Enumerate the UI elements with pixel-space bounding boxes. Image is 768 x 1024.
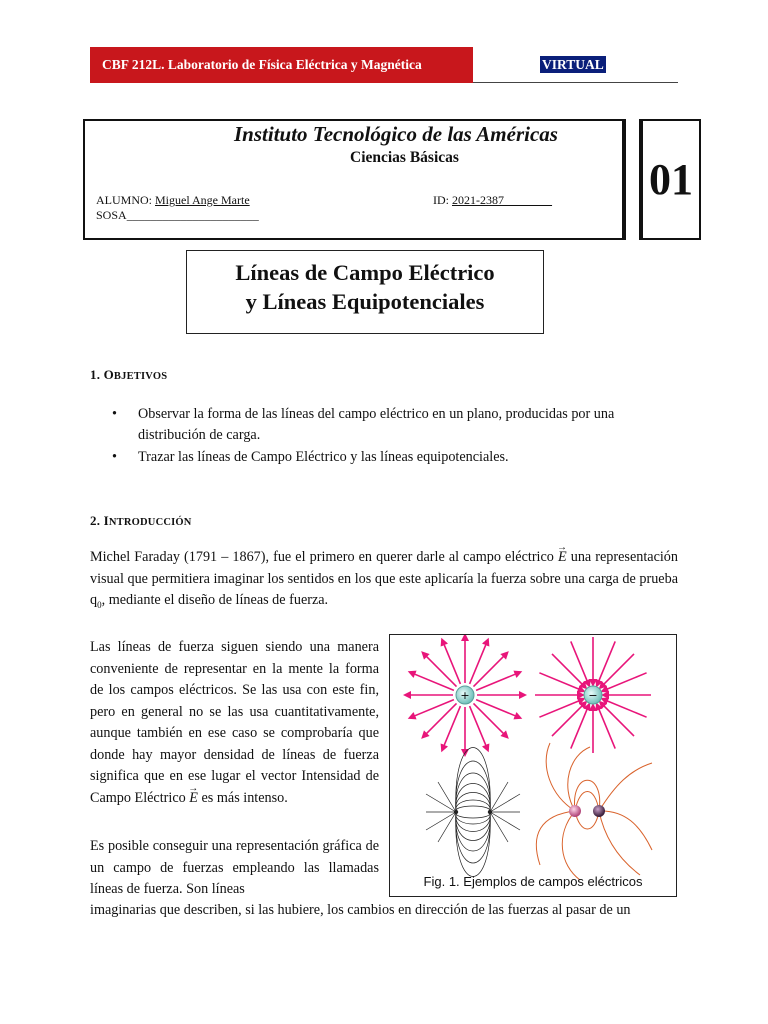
field-line	[443, 706, 461, 748]
student-name: Miguel Ange Marte	[155, 193, 250, 207]
dipole-field-lines	[426, 748, 520, 877]
field-line	[571, 641, 589, 683]
student-line	[96, 193, 250, 208]
charge-dark	[593, 805, 605, 817]
dipole-charge-left	[454, 810, 458, 814]
vector-e: → E	[189, 790, 198, 806]
field-line	[426, 794, 456, 812]
introduction-heading: 2. INTRODUCCIÓN	[90, 513, 192, 528]
field-line	[539, 700, 581, 718]
positive-symbol: +	[460, 689, 470, 702]
field-line	[473, 703, 506, 736]
field-line	[552, 703, 585, 736]
field-line	[601, 654, 634, 687]
student-surname: SOSA	[96, 208, 127, 222]
field-diagram	[390, 635, 676, 896]
field-line	[456, 784, 491, 813]
field-line	[604, 700, 646, 718]
field-line	[456, 812, 491, 863]
field-line	[456, 812, 491, 818]
institute-name: Instituto Tecnológico de las Américas	[234, 122, 558, 146]
field-line	[476, 700, 518, 718]
field-line	[456, 806, 491, 812]
field-line	[568, 747, 590, 811]
objectives-list	[110, 404, 680, 469]
field-line	[490, 782, 508, 812]
negative-symbol: −	[588, 689, 598, 702]
field-line	[571, 706, 589, 748]
field-line	[598, 641, 616, 683]
intro-paragraph-3: Es posible conseguir una representación gráfica de un campo de fuerzas empleando las llamadas líneas de fuerza. Son líneas	[90, 838, 379, 897]
list-item: • Observar la forma de las líneas del campo eléctrico en un plano, producidas por una distribución de carga.	[110, 404, 680, 446]
figure-caption: Fig. 1. Ejemplos de campos eléctricos	[423, 874, 643, 889]
list-item: • Trazar las líneas de Campo Eléctrico y las líneas equipotenciales.	[110, 447, 680, 468]
field-line	[443, 641, 461, 683]
course-title: CBF 212L. Laboratorio de Física Eléctrica y Magnética	[102, 57, 422, 72]
practice-number: 01	[639, 119, 701, 240]
field-line	[424, 654, 457, 687]
intro-paragraph-4: imaginarias que describen, si las hubiere, los cambios en dirección de las fuerzas al pasar de un	[90, 902, 631, 918]
field-line	[604, 673, 646, 691]
objectives-heading: 1. OBJETIVOS	[90, 367, 168, 382]
title-line-2: y Líneas Equipotenciales	[245, 289, 485, 314]
field-line	[562, 811, 580, 880]
id-label: ID:	[433, 193, 449, 207]
surname-line: SOSA______________________	[96, 208, 259, 222]
field-line	[456, 761, 491, 812]
field-line	[599, 811, 652, 850]
mode-tag: VIRTUAL	[542, 57, 604, 72]
field-line	[438, 782, 456, 812]
field-line	[424, 703, 457, 736]
field-line	[411, 700, 453, 718]
field-line	[601, 703, 634, 736]
student-label: ALUMNO:	[96, 193, 152, 207]
vector-e: → E	[558, 549, 567, 565]
title-line-1: Líneas de Campo Eléctrico	[235, 260, 495, 285]
field-line	[599, 811, 640, 875]
intro-paragraph-1: Michel Faraday (1791 – 1867), fue el primero en querer darle al campo eléctrico → E una representación visual que permitiera imaginar los sentidos en los que este aplicaría la fuerza sobre una carga de prueba $q_0$, mediante el diseño de líneas de fuerza.	[90, 547, 678, 616]
field-line	[490, 812, 508, 842]
course-banner	[90, 47, 473, 83]
field-line	[490, 794, 520, 812]
field-line	[470, 706, 488, 748]
field-figure	[389, 634, 677, 897]
field-line	[470, 641, 488, 683]
field-line	[539, 673, 581, 691]
field-line	[490, 812, 520, 830]
field-line	[473, 654, 506, 687]
header-rule	[473, 82, 678, 83]
id-value: 2021-2387	[452, 193, 504, 207]
field-line	[426, 812, 456, 830]
field-line	[456, 812, 491, 841]
field-line	[599, 763, 652, 811]
dipole-charge-right	[488, 810, 492, 814]
intro-paragraph-2: Las líneas de fuerza siguen siendo una manera conveniente de representar en la mente la forma de los campos eléctricos. Se las usa con este fin, pero en general no se las usa cuantitativamente, aunque también en ese caso se comprobaría que donde hay mayor densidad de líneas de fuerza significa que en ese lugar el vector Intensidad de Campo Eléctrico → E es más intenso.	[90, 637, 379, 809]
field-line	[411, 673, 453, 691]
charge-pink	[569, 805, 581, 817]
field-line	[598, 706, 616, 748]
field-line	[476, 673, 518, 691]
document-title	[186, 250, 544, 334]
field-line	[552, 654, 585, 687]
id-line: ID: 2021-2387________	[433, 193, 552, 207]
field-line	[438, 812, 456, 842]
department-name: Ciencias Básicas	[350, 149, 459, 166]
